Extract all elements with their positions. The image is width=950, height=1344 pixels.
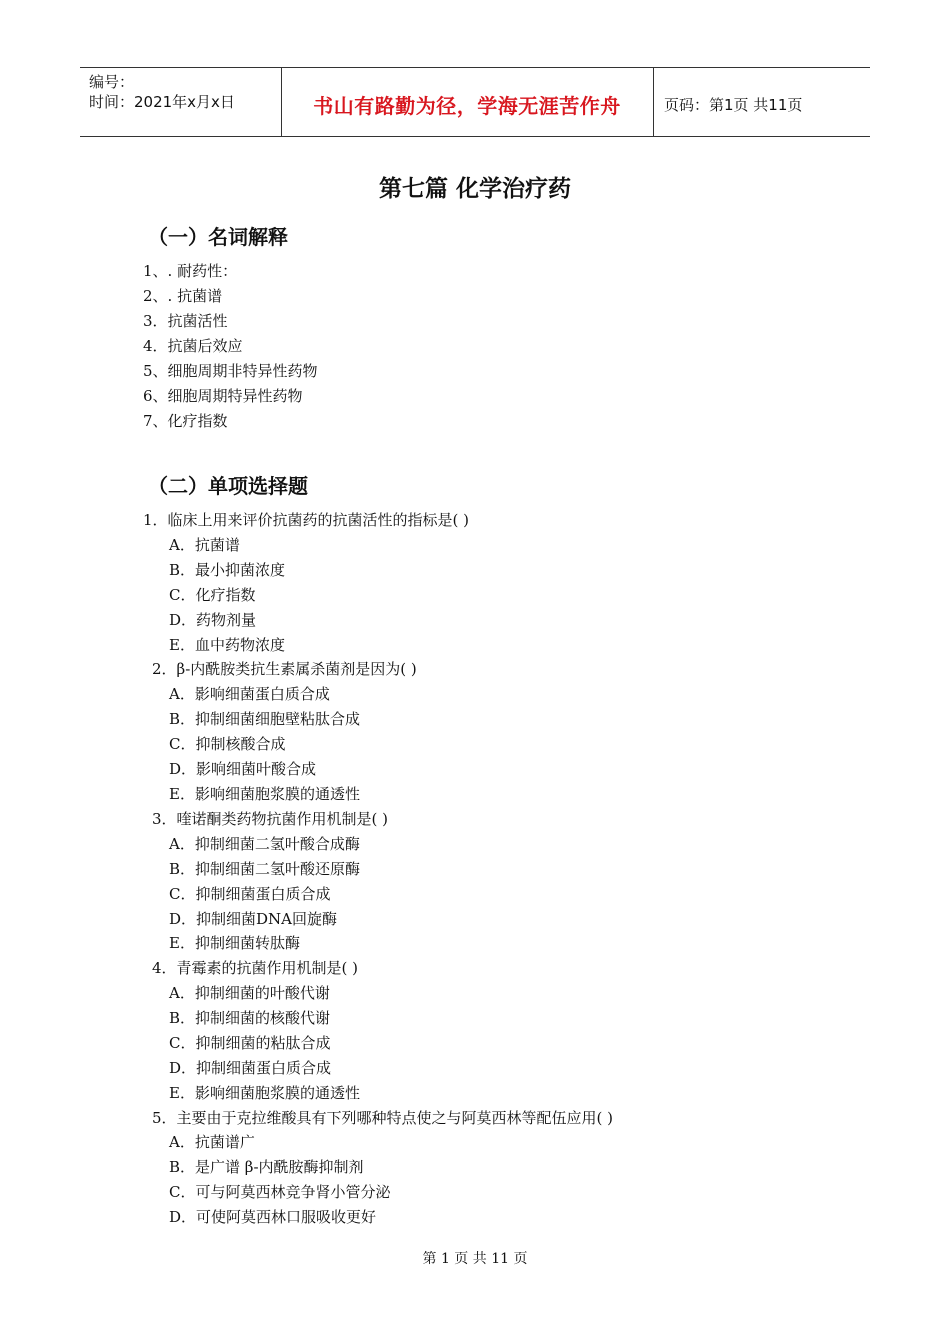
page-header [80, 67, 870, 137]
header-meta [80, 68, 282, 136]
option-item: B．最小抑菌浓度 [169, 561, 286, 579]
option-item: A．抗菌谱广 [169, 1133, 255, 1151]
option-item: D．抑制细菌DNA回旋酶 [169, 910, 338, 928]
section-heading-definitions: （一）名词解释 [148, 225, 288, 249]
page-info: 页码：第1页 共11页 [664, 96, 803, 114]
page-footer: 第 1 页 共 11 页 [422, 1251, 528, 1267]
option-item: A．抗菌谱 [169, 536, 240, 554]
section-heading-choices: （二）单项选择题 [148, 474, 308, 498]
option-item: C．抑制细菌蛋白质合成 [169, 885, 331, 903]
option-item: C．可与阿莫西林竞争肾小管分泌 [169, 1183, 391, 1201]
definition-item: 2、. 抗菌谱 [143, 287, 223, 305]
definition-item: 4．抗菌后效应 [143, 337, 243, 355]
option-item: A．抑制细菌的叶酸代谢 [169, 984, 330, 1002]
option-item: A．影响细菌蛋白质合成 [169, 685, 330, 703]
option-item: E．影响细菌胞浆膜的通透性 [169, 785, 360, 803]
option-item: B．抑制细菌二氢叶酸还原酶 [169, 860, 361, 878]
question-text: 1．临床上用来评价抗菌药的抗菌活性的指标是( ) [143, 511, 470, 529]
option-item: D．可使阿莫西林口服吸收更好 [169, 1208, 377, 1226]
definition-item: 5、细胞周期非特异性药物 [143, 362, 318, 380]
motto: 书山有路勤为径，学海无涯苦作舟 [313, 94, 621, 118]
option-item: D．影响细菌叶酸合成 [169, 760, 317, 778]
option-item: D．药物剂量 [169, 611, 257, 629]
definition-item: 7、化疗指数 [143, 412, 228, 430]
page-title: 第七篇 化学治疗药 [378, 176, 571, 202]
option-item: E．抑制细菌转肽酶 [169, 934, 300, 952]
option-item: A．抑制细菌二氢叶酸合成酶 [169, 835, 360, 853]
question-text: 5．主要由于克拉维酸具有下列哪种特点使之与阿莫西林等配伍应用( ) [152, 1109, 614, 1127]
definition-item: 6、细胞周期特异性药物 [143, 387, 303, 405]
option-item: E．影响细菌胞浆膜的通透性 [169, 1084, 360, 1102]
header-page-cell [654, 68, 870, 136]
definition-item: 3．抗菌活性 [143, 312, 228, 330]
option-item: C．抑制细菌的粘肽合成 [169, 1034, 331, 1052]
option-item: C．抑制核酸合成 [169, 735, 286, 753]
option-item: B．是广谱 β-内酰胺酶抑制剂 [169, 1158, 364, 1176]
header-motto-cell [281, 68, 654, 136]
option-item: D．抑制细菌蛋白质合成 [169, 1059, 332, 1077]
question-text: 2．β-内酰胺类抗生素属杀菌剂是因为( ) [152, 660, 417, 678]
option-item: B．抑制细菌的核酸代谢 [169, 1009, 331, 1027]
number-label: 编号： [89, 73, 135, 91]
question-text: 3．喹诺酮类药物抗菌作用机制是( ) [152, 810, 389, 828]
time-label: 时间：2021年x月x日 [89, 93, 235, 111]
option-item: E．血中药物浓度 [169, 636, 285, 654]
option-item: B．抑制细菌细胞壁粘肽合成 [169, 710, 361, 728]
definition-item: 1、. 耐药性： [143, 262, 238, 280]
option-item: C．化疗指数 [169, 586, 256, 604]
question-text: 4．青霉素的抗菌作用机制是( ) [152, 959, 359, 977]
